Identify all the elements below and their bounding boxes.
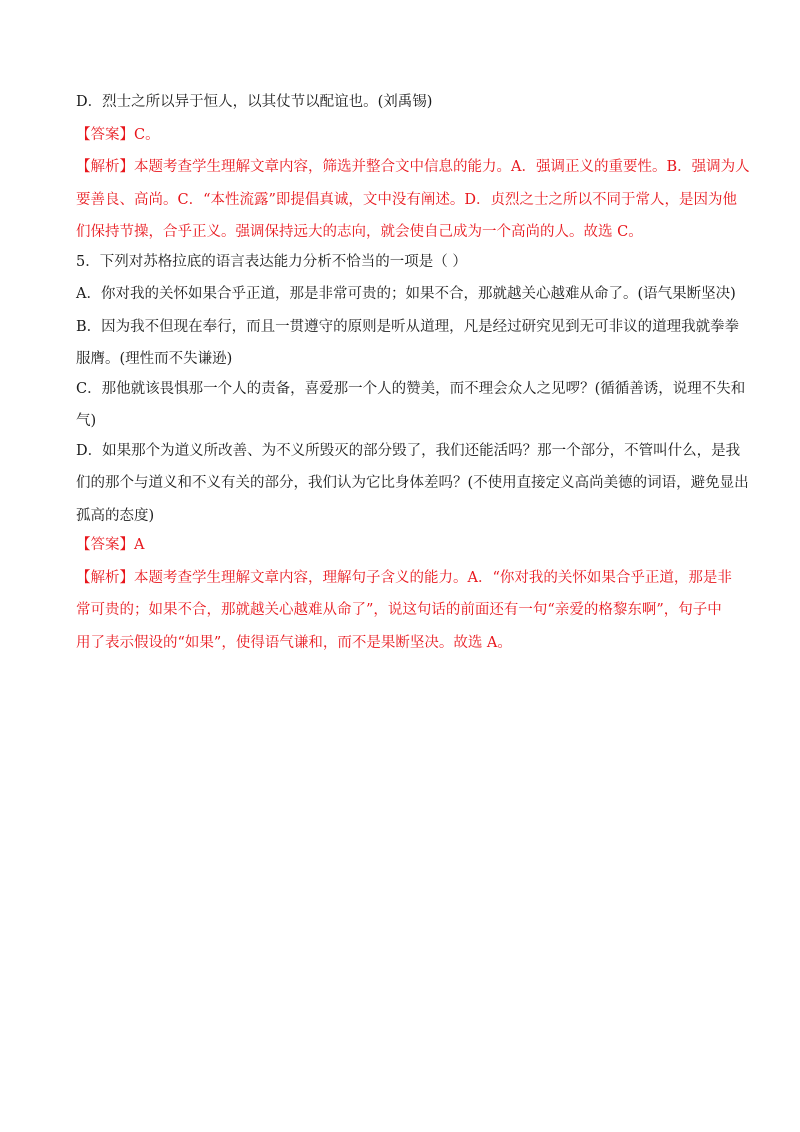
option-line: B．因为我不但现在奉行，而且一贯遵守的原则是听从道理，凡是经过研究见到无可非议的道理我就拳拳 xyxy=(76,318,740,335)
analysis-tag: 【解析】 xyxy=(76,159,134,175)
answer-value: C。 xyxy=(134,126,160,143)
q4-analysis xyxy=(76,151,750,249)
q5-analysis xyxy=(76,562,732,660)
q4-answer xyxy=(76,125,726,146)
analysis-line: 【解析】本题考查学生理解文章内容，理解句子含义的能力。A．“你对我的关怀如果合乎正道，那是非 xyxy=(76,569,732,586)
analysis-line: 【解析】本题考查学生理解文章内容，筛选并整合文中信息的能力。A．强调正义的重要性。B．强调为人 xyxy=(76,159,750,175)
analysis-tag: 【解析】 xyxy=(76,569,134,586)
q5-option-c xyxy=(76,373,746,438)
option-line: 孤高的态度) xyxy=(76,507,155,524)
q5-option-a: A．你对我的关怀如果合乎正道，那是非常可贵的；如果不合，那就越关心越难从命了。(语气果断坚决) xyxy=(76,286,736,302)
option-line: D．如果那个为道义所改善、为不义所毁灭的部分毁了，我们还能活吗？那一个部分，不管叫什么，是我 xyxy=(76,442,741,459)
document-page xyxy=(76,92,750,662)
analysis-line: 要善良、高尚。C．“本性流露”即提倡真诚，文中没有阐述。D．贞烈之士之所以不同于常人，是因为他 xyxy=(76,191,738,208)
analysis-line: 常可贵的；如果不合，那就越关心越难从命了”，说这句话的前面还有一句“亲爱的格黎东啊”，句子中 xyxy=(76,602,722,618)
q5-answer xyxy=(76,535,726,556)
q4-option-d: D．烈士之所以异于恒人，以其仗节以配谊也。(刘禹锡) xyxy=(76,94,433,110)
analysis-line: 们保持节操，合乎正义。强调保持远大的志向，就会使自己成为一个高尚的人。故选 C。 xyxy=(76,224,643,240)
analysis-line: 用了表示假设的“如果”，使得语气谦和，而不是果断坚决。故选 A。 xyxy=(76,634,512,651)
q5-option-d xyxy=(76,435,749,533)
answer-tag: 【答案】 xyxy=(76,126,134,143)
q5-stem: 5．下列对苏格拉底的语言表达能力分析不恰当的一项是（ ） xyxy=(76,253,467,270)
option-line: C．那他就该畏惧那一个人的责备，喜爱那一个人的赞美，而不理会众人之见啰？(循循善诱，说理不失和 xyxy=(76,380,746,397)
option-line: 气) xyxy=(76,413,97,429)
q5-option-b xyxy=(76,311,740,376)
answer-tag: 【答案】 xyxy=(76,537,134,553)
option-line: 们的那个与道义和不义有关的部分，我们认为它比身体差吗？(不使用直接定义高尚美德的词语，避免显出 xyxy=(76,475,749,491)
option-line: 服膺。(理性而不失谦逊) xyxy=(76,351,233,367)
answer-value: A xyxy=(134,537,145,553)
